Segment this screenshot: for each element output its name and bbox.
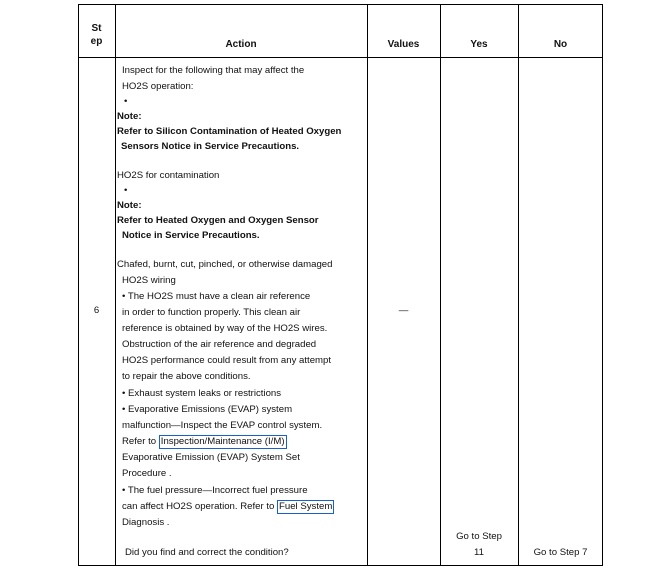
note1-line2: Sensors Notice in Service Precautions. xyxy=(121,141,300,152)
evap-ref-prefix: Refer to xyxy=(122,436,159,447)
note1-label: Note: xyxy=(117,111,142,122)
bullet: • xyxy=(124,185,128,196)
yes-line1: Go to Step xyxy=(456,531,502,542)
fuel-ref-prefix: can affect HO2S operation. Refer to xyxy=(122,501,278,512)
evap-line2: malfunction—Inspect the EVAP control system. xyxy=(122,420,323,431)
note2-line2: Notice in Service Precautions. xyxy=(122,230,260,241)
evap-line5: Procedure . xyxy=(122,468,172,479)
header-action: Action xyxy=(225,39,257,50)
air-ref-line1: • The HO2S must have a clean air reference xyxy=(122,291,311,302)
column-divider xyxy=(518,4,519,566)
header-step-line1: St xyxy=(91,23,102,34)
air-ref-line4: Obstruction of the air reference and degraded xyxy=(122,339,317,350)
action-intro-line1: Inspect for the following that may affect the xyxy=(122,65,305,76)
note2-line1: Refer to Heated Oxygen and Oxygen Sensor xyxy=(117,215,319,226)
step-number: 6 xyxy=(93,305,100,316)
header-yes: Yes xyxy=(470,39,488,50)
air-ref-line2: in order to function properly. This clean air xyxy=(122,307,301,318)
fuel-line1: • The fuel pressure—Incorrect fuel pressure xyxy=(122,485,308,496)
contamination-item: HO2S for contamination xyxy=(117,170,220,181)
action-intro-line2: HO2S operation: xyxy=(122,81,194,92)
header-no: No xyxy=(553,39,568,50)
im-procedure-link[interactable]: Inspection/Maintenance (I/M) xyxy=(160,436,285,447)
wiring-line2: HO2S wiring xyxy=(122,275,176,286)
evap-line4: Evaporative Emission (EVAP) System Set xyxy=(122,452,300,463)
no-cell: Go to Step 7 xyxy=(533,547,588,558)
exhaust-item: • Exhaust system leaks or restrictions xyxy=(122,388,282,399)
note1-line1: Refer to Silicon Contamination of Heated Oxygen xyxy=(117,126,342,137)
evap-line1: • Evaporative Emissions (EVAP) system xyxy=(122,404,293,415)
header-step xyxy=(78,22,115,48)
header-step-line2: ep xyxy=(90,36,103,47)
air-ref-line6: to repair the above conditions. xyxy=(122,371,251,382)
question: Did you find and correct the condition? xyxy=(125,547,289,558)
column-divider xyxy=(115,4,116,566)
column-divider xyxy=(367,4,368,566)
evap-line3 xyxy=(122,434,287,450)
fuel-system-link[interactable]: Fuel System xyxy=(279,501,333,512)
header-divider xyxy=(78,57,603,58)
values-cell: — xyxy=(398,305,409,316)
bullet: • xyxy=(124,96,128,107)
yes-line2: 11 xyxy=(474,547,484,558)
wiring-line1: Chafed, burnt, cut, pinched, or otherwise damaged xyxy=(117,259,333,270)
fuel-line3: Diagnosis . xyxy=(122,517,170,528)
air-ref-line5: HO2S performance could result from any attempt xyxy=(122,355,332,366)
fuel-line2 xyxy=(122,499,334,515)
air-ref-line3: reference is obtained by way of the HO2S wires. xyxy=(122,323,328,334)
header-values: Values xyxy=(387,39,420,50)
note2-label: Note: xyxy=(117,200,142,211)
column-divider xyxy=(440,4,441,566)
